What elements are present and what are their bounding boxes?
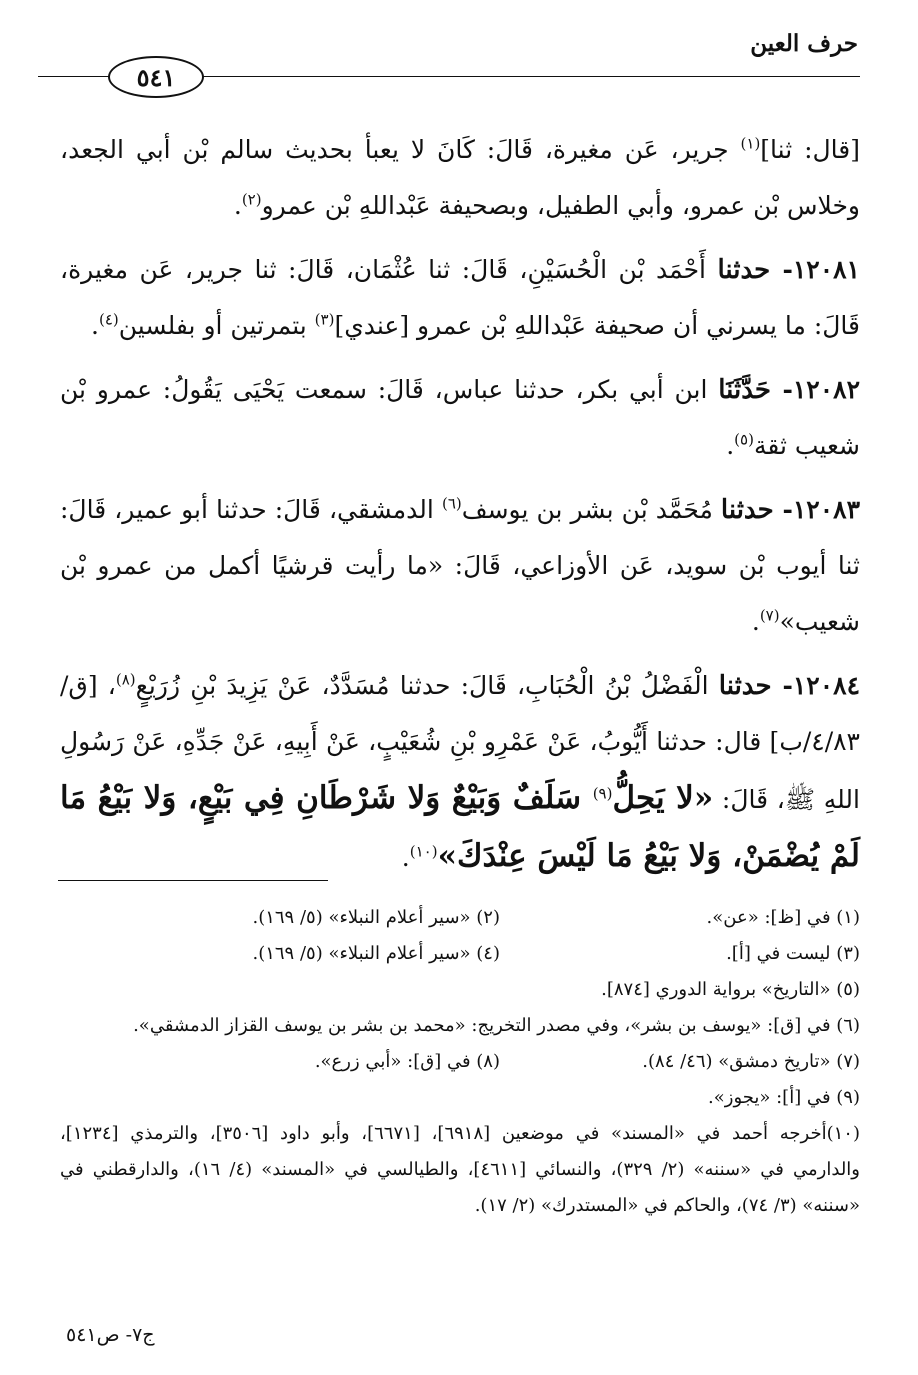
hadith-12084 (60, 658, 860, 886)
footnote-10: (١٠)أخرجه أحمد في «المسند» في موضعين [٦٩١٨]، [٦٦٧١]، وأبو داود [٣٥٠٦]، والترمذي [١٢٣٤]، والدارمي في «سننه» (٢/ ٣٢٩)، والنسائي [٤٦١١]، والطيالسي في «المسند» (٤/ ١٦)، والدارقطني في «سننه» (٣/ ٧٤)، والحاكم في «المستدرك» (٢/ ١٧). (60, 1123, 861, 1216)
hadith-number: ١٢٠٨١- (770, 255, 860, 284)
footnote-row (60, 1008, 860, 1044)
text: [قال: ثنا] (760, 135, 860, 164)
hadith-number: ١٢٠٨٣- (773, 495, 860, 524)
text: جرير، عَن مغيرة، قَالَ: كَانَ لا يعبأ بحديث سالم بْن أبي الجعد، وخلاس بْن عمرو، وأبي الطفيل، وبصحيفة عَبْداللهِ بْن عمرو (60, 135, 860, 220)
text: . (726, 431, 735, 460)
hadith-12083 (60, 482, 860, 650)
footnote-ref: (٥) (734, 430, 754, 449)
text: الْفَضْلُ بْنُ الْحُبَابِ، قَالَ: حدثنا مُسَدَّدٌ، عَنْ يَزِيدَ بْنِ زُرَيْعٍ (135, 671, 719, 700)
footnote-row (60, 1080, 860, 1116)
text: ، [ق/٤/٨٣/ب] قال: حدثنا أَيُّوبُ، عَنْ عَمْرِو بْنِ شُعَيْبٍ، عَنْ أَبِيهِ، عَنْ جَدِّهِ، عَنْ رَسُولِ اللهِ ﷺ، قَالَ: (60, 671, 860, 814)
narration-keyword: حَدَّثَنَا (718, 375, 771, 405)
footnote-ref: (٨) (115, 670, 136, 689)
prophetic-text: «لا يَحِلُّ (612, 780, 714, 816)
footnote-ref: (٢) (241, 190, 262, 209)
text: . (751, 607, 760, 636)
footnote-7: (٧) «تاريخ دمشق» (٤٦/ ٨٤). (642, 1051, 860, 1072)
text: الدمشقي، قَالَ: حدثنا أبو عمير، قَالَ: ثنا أيوب بْن سويد، عَن الأوزاعي، قَالَ: «ما رأيت قرشيًا أكمل من عمرو بْن شعيب» (60, 495, 860, 636)
hadith-12081 (60, 242, 860, 354)
text: . (91, 311, 99, 340)
paragraph-intro (60, 122, 860, 234)
footnote-5: (٥) «التاريخ» برواية الدوري [٨٧٤]. (601, 979, 860, 1000)
narration-keyword: حدثنا (718, 671, 772, 701)
page-number-badge: ٥٤١ (108, 56, 204, 98)
text: مُحَمَّد بْن بشر بن يوسف (461, 495, 721, 524)
main-text (60, 122, 860, 894)
text: أَحْمَد بْن الْحُسَيْنِ، قَالَ: ثنا عُثْمَان، قَالَ: ثنا جرير، عَن مغيرة، قَالَ: ما يسرني أن صحيفة عَبْداللهِ بْن عمرو [عندي] (60, 255, 860, 340)
hadith-12082 (60, 362, 860, 474)
footnote-row (60, 900, 860, 936)
volume-page-reference: ج٧- ص٥٤١ (66, 1324, 155, 1346)
hadith-number: ١٢٠٨٤- (771, 671, 860, 700)
footnote-ref: (٣) (314, 310, 335, 329)
footnote-1: (١) في [ظ]: «عن». (706, 907, 860, 928)
footnote-9: (٩) في [أ]: «يجوز». (708, 1087, 860, 1108)
text: . (401, 843, 410, 872)
footnote-row (60, 936, 860, 972)
narration-keyword: حدثنا (717, 255, 771, 285)
footnote-row (60, 1044, 860, 1080)
footnote-row (60, 972, 860, 1008)
prophetic-text: سَلَفٌ وَبَيْعٌ وَلا شَرْطَانِ فِي بَيْعٍ، وَلا بَيْعُ مَا لَمْ يُضْمَنْ، وَلا بَيْعُ مَا لَيْسَ عِنْدَكَ» (60, 780, 860, 874)
footnote-ref: (٤) (98, 310, 119, 329)
footnote-8: (٨) في [ق]: «أبي زرع». (314, 1051, 500, 1072)
footnote-ref: (٧) (759, 606, 780, 625)
footnote-4: (٤) «سير أعلام النبلاء» (٥/ ١٦٩). (252, 943, 500, 964)
narration-keyword: حدثنا (720, 495, 774, 525)
footnote-separator (58, 880, 328, 881)
footnote-3: (٣) ليست في [أ]. (726, 943, 860, 964)
footnote-6: (٦) في [ق]: «يوسف بن بشر»، وفي مصدر التخريج: «محمد بن بشر بن يوسف القزاز الدمشقي». (133, 1015, 860, 1036)
chapter-title: حرف العين (750, 30, 858, 57)
footnotes (60, 900, 860, 1224)
hadith-number: ١٢٠٨٢- (770, 375, 860, 404)
footnote-ref: (٦) (441, 494, 462, 513)
footnote-2: (٢) «سير أعلام النبلاء» (٥/ ١٦٩). (252, 907, 500, 928)
footnote-ref: (٩) (592, 784, 613, 803)
text: . (233, 191, 242, 220)
text: بتمرتين أو بفلسين (118, 311, 315, 340)
footnote-ref: (١) (740, 134, 761, 153)
footnote-ref: (١٠) (409, 842, 438, 861)
text: ابن أبي بكر، حدثنا عباس، قَالَ: سمعت يَحْيَى يَقُولُ: عمرو بْن شعيب ثقة (60, 375, 860, 460)
